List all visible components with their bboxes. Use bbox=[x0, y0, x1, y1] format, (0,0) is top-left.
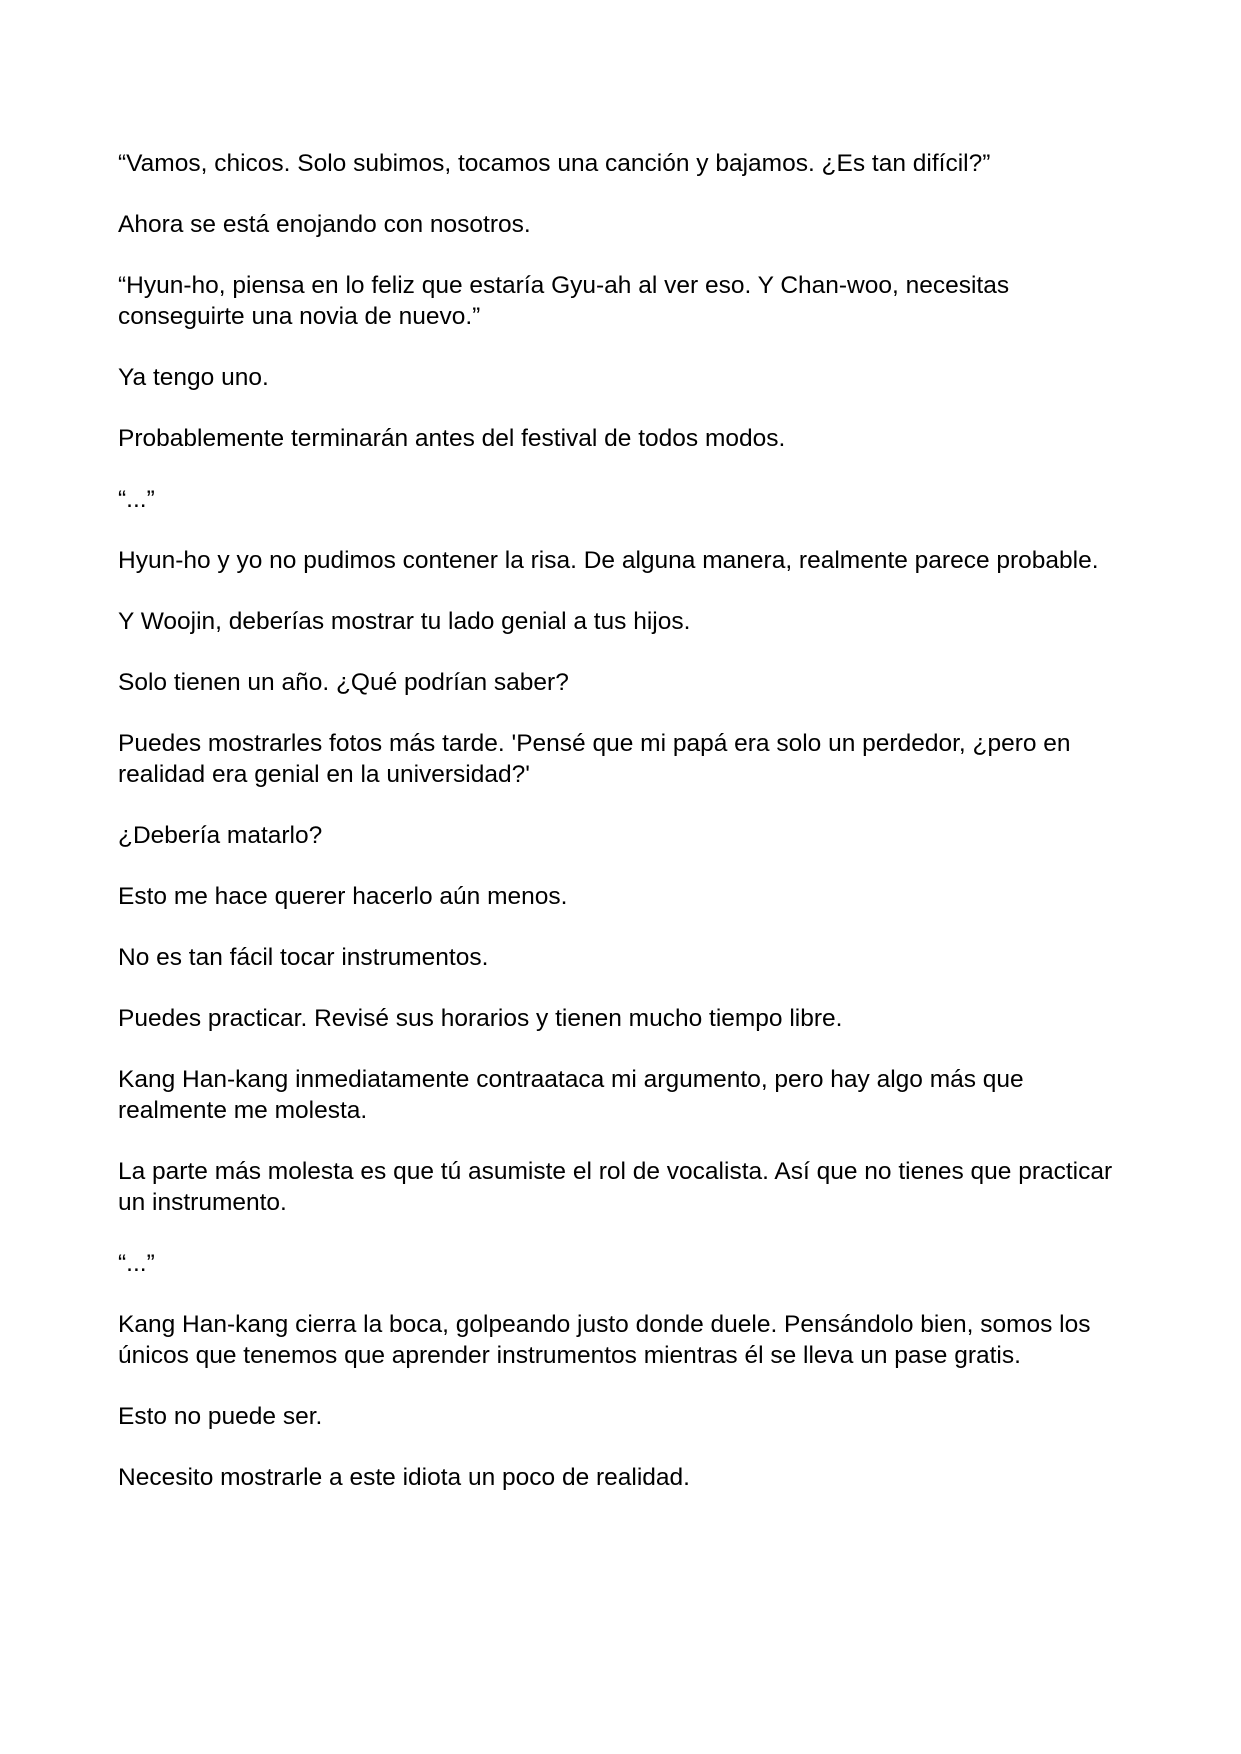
document-body bbox=[118, 148, 1128, 1523]
paragraph: Solo tienen un año. ¿Qué podrían saber? bbox=[118, 669, 569, 696]
paragraph: “...” bbox=[118, 486, 155, 513]
paragraph: Necesito mostrarle a este idiota un poco de realidad. bbox=[118, 1464, 690, 1491]
paragraph: Ya tengo uno. bbox=[118, 364, 269, 391]
paragraph: Esto me hace querer hacerlo aún menos. bbox=[118, 883, 568, 910]
paragraph: Probablemente terminarán antes del festival de todos modos. bbox=[118, 425, 786, 452]
paragraph: Puedes practicar. Revisé sus horarios y tienen mucho tiempo libre. bbox=[118, 1005, 843, 1032]
paragraph: La parte más molesta es que tú asumiste el rol de vocalista. Así que no tienes que practicar un instrumento. bbox=[118, 1158, 1113, 1216]
paragraph: Kang Han-kang cierra la boca, golpeando justo donde duele. Pensándolo bien, somos los únicos que tenemos que aprender instrumentos mientras él se lleva un pase gratis. bbox=[118, 1311, 1091, 1369]
paragraph: Y Woojin, deberías mostrar tu lado genial a tus hijos. bbox=[118, 608, 691, 635]
paragraph: Kang Han-kang inmediatamente contraataca mi argumento, pero hay algo más que realmente me molesta. bbox=[118, 1066, 1024, 1124]
paragraph: “Vamos, chicos. Solo subimos, tocamos una canción y bajamos. ¿Es tan difícil?” bbox=[118, 150, 991, 177]
paragraph: ¿Debería matarlo? bbox=[118, 822, 323, 849]
paragraph: Esto no puede ser. bbox=[118, 1403, 323, 1430]
paragraph: “...” bbox=[118, 1250, 155, 1277]
paragraph: Puedes mostrarles fotos más tarde. 'Pensé que mi papá era solo un perdedor, ¿pero en realidad era genial en la universidad?' bbox=[118, 730, 1071, 788]
paragraph: Hyun-ho y yo no pudimos contener la risa. De alguna manera, realmente parece probable. bbox=[118, 547, 1099, 574]
paragraph: Ahora se está enojando con nosotros. bbox=[118, 211, 531, 238]
paragraph: No es tan fácil tocar instrumentos. bbox=[118, 944, 489, 971]
paragraph: “Hyun-ho, piensa en lo feliz que estaría Gyu-ah al ver eso. Y Chan-woo, necesitas conseguirte una novia de nuevo.” bbox=[118, 272, 1010, 330]
